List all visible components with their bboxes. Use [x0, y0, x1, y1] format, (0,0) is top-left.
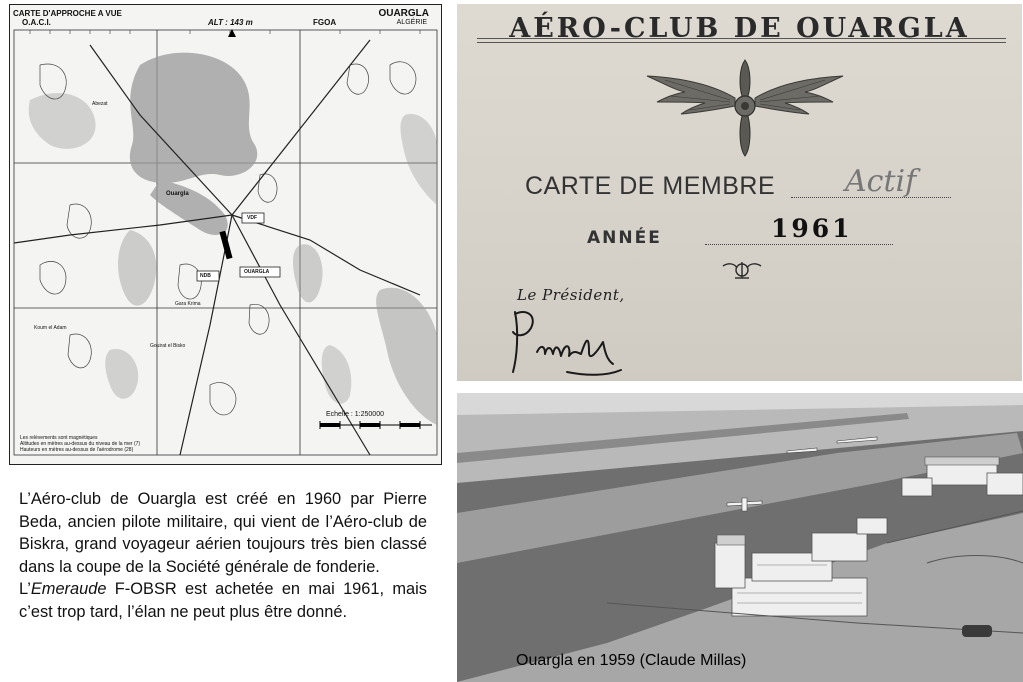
chart-city: OUARGLA: [378, 8, 429, 19]
map-label-vdf: VDF: [247, 215, 257, 221]
aerial-airfield-photo: [457, 393, 1023, 682]
airfield-photo-drawing: [457, 393, 1023, 682]
map-label-koum: Koum el Adam: [34, 325, 67, 331]
map-label-ndb: NDB: [200, 273, 211, 279]
chart-code: FGOA: [313, 18, 337, 27]
chart-legend: [20, 435, 140, 453]
history-text: [19, 488, 427, 624]
card-president-label: Le Président,: [517, 286, 625, 304]
chart-country: ALGÉRIE: [396, 19, 427, 26]
map-label-abezat: Abezat: [92, 101, 108, 107]
card-year-value: 1961: [771, 214, 853, 243]
chart-legend-line: Hauteurs en mètres au-dessus de l'aérodrome (28): [20, 447, 134, 453]
card-divider: [477, 42, 1006, 43]
winged-propeller-emblem-icon: [645, 56, 845, 161]
map-label-gara-krima: Gara Krima: [175, 301, 201, 307]
chart-altitude: ALT : 143 m: [208, 18, 253, 27]
card-member-label: CARTE DE MEMBRE: [525, 172, 776, 200]
paragraph-2-rest: F-OBSR est achetée en mai 1961, mais c’est trop tard, l’élan ne peut plus être donné.: [19, 580, 427, 621]
approach-chart-image: [9, 4, 442, 465]
card-member-value: Actif: [845, 164, 917, 199]
photo-caption: Ouargla en 1959 (Claude Millas): [516, 652, 747, 669]
card-club-title: AÉRO-CLUB DE OUARGLA: [509, 13, 970, 44]
paragraph-2-start: L’: [19, 580, 31, 599]
card-year-label: ANNÉE: [587, 228, 662, 248]
aircraft-model-name: Emeraude: [30, 580, 107, 599]
president-signature: [507, 302, 627, 381]
chart-legend-line: Les relèvements sont magnétiques: [20, 435, 98, 441]
approach-chart-drawing: [10, 5, 441, 464]
history-paragraph-2: [19, 578, 427, 623]
map-label-ouargla: Ouargla: [166, 191, 189, 197]
history-paragraph-1: L’Aéro-club de Ouargla est créé en 1960 par Pierre Beda, ancien pilote militaire, qui vient de l’Aéro-club de Biskra, grand voyageur aérien toujours très bien classé dans la coupe de la Société générale de fonderie.: [19, 490, 427, 576]
map-label-gouirat: Gouirat el Bisko: [150, 343, 186, 349]
membership-card-image: [457, 4, 1022, 381]
year-dotted-line: [705, 244, 893, 245]
chart-subtitle: O.A.C.I.: [22, 18, 51, 27]
chart-scale: Echelle : 1:250000: [326, 411, 384, 418]
chart-legend-line: Altitudes en mètres au-dessus du niveau de la mer (7): [20, 441, 141, 447]
small-propeller-emblem-icon: [719, 258, 765, 284]
map-label-ouargla-box: OUARGLA: [244, 269, 270, 275]
chart-title: CARTE D'APPROCHE A VUE: [13, 9, 122, 18]
card-divider: [477, 38, 1006, 39]
